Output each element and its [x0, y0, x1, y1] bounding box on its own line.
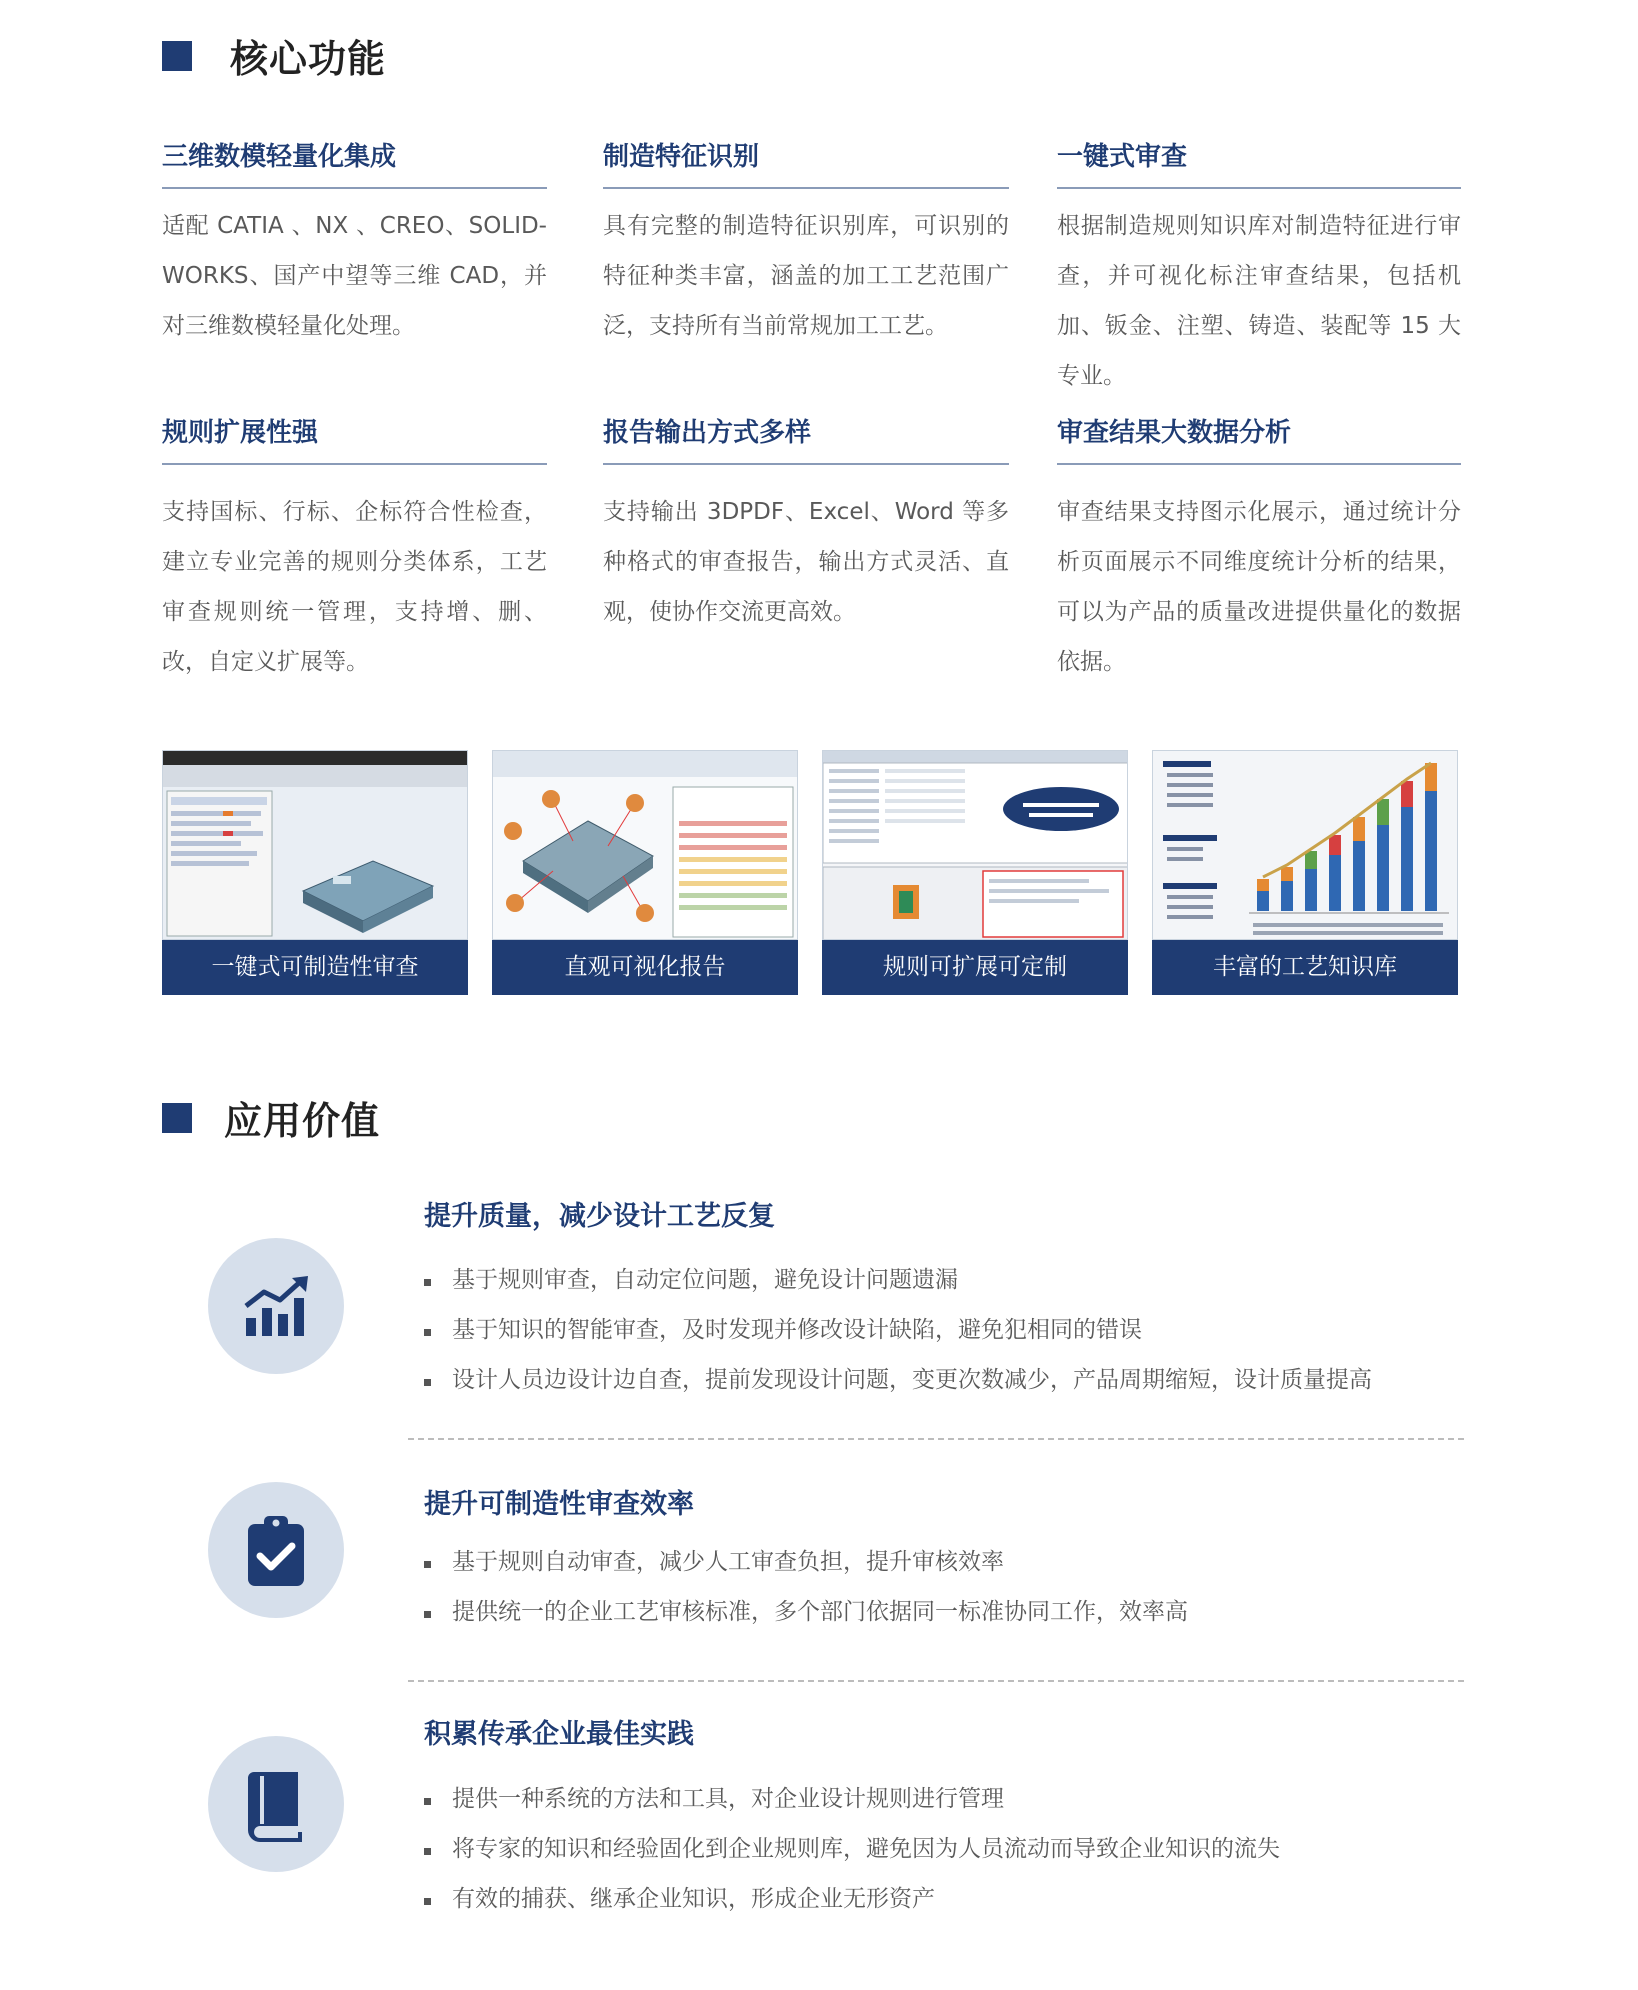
- screenshot-caption: 一键式可制造性审查: [162, 940, 468, 995]
- feature-desc: 支持输出 3DPDF、Excel、Word 等多种格式的审查报告，输出方式灵活、直观，使协作交流更高效。: [603, 499, 1009, 625]
- feature-desc: 根据制造规则知识库对制造特征进行审查，并可视化标注审查结果，包括机加、钣金、注塑、铸造、装配等 15 大专业。: [1057, 213, 1461, 389]
- screenshot-visual-report: [492, 750, 798, 995]
- screenshot-rule-custom: [822, 750, 1128, 995]
- feature-desc: 具有完整的制造特征识别库，可识别的特征种类丰富，涵盖的加工工艺范围广泛，支持所有当前常规加工工艺。: [603, 213, 1009, 339]
- value-section-heading: [162, 1090, 380, 1145]
- screenshot-image: [492, 750, 798, 940]
- heading-marker: [162, 41, 192, 71]
- screenshot-image: [162, 750, 468, 940]
- heading-marker: [162, 1103, 192, 1133]
- screenshot-image: [1152, 750, 1458, 940]
- list-item: 基于知识的智能审查，及时发现并修改设计缺陷，避免犯相同的错误: [424, 1305, 1372, 1355]
- screenshot-cad-review: [162, 750, 468, 995]
- clipboard-check-icon: [236, 1510, 316, 1590]
- feature-title: 一键式审查: [1057, 136, 1461, 189]
- screenshot-caption: 规则可扩展可定制: [822, 940, 1128, 995]
- feature-title: 制造特征识别: [603, 136, 1009, 189]
- list-item: 有效的捕获、继承企业知识，形成企业无形资产: [424, 1874, 1280, 1924]
- feature-card: [1057, 136, 1461, 401]
- value-icon-circle: [208, 1238, 344, 1374]
- screenshot-knowledge-base: [1152, 750, 1458, 995]
- screenshot-caption: 丰富的工艺知识库: [1152, 940, 1458, 995]
- feature-card: [162, 412, 547, 687]
- chart-up-icon: [236, 1266, 316, 1346]
- feature-desc: 适配 CATIA 、NX 、CREO、SOLID-WORKS、国产中望等三维 CAD，并对三维数模轻量化处理。: [162, 213, 547, 339]
- value-section-title: 应用价值: [224, 1099, 381, 1143]
- screenshot-strip: [162, 750, 1462, 995]
- dashed-divider: [408, 1680, 1464, 1682]
- value-bullets: [424, 1537, 1188, 1637]
- feature-title: 审查结果大数据分析: [1057, 412, 1461, 465]
- screenshot-image: [822, 750, 1128, 940]
- feature-card: [162, 136, 547, 351]
- screenshot-caption: 直观可视化报告: [492, 940, 798, 995]
- list-item: 设计人员边设计边自查，提前发现设计问题，变更次数减少，产品周期缩短，设计质量提高: [424, 1355, 1372, 1405]
- value-icon-circle: [208, 1736, 344, 1872]
- feature-card: [1057, 412, 1461, 687]
- feature-card: [603, 136, 1009, 351]
- value-icon-circle: [208, 1482, 344, 1618]
- list-item: 基于规则审查，自动定位问题，避免设计问题遗漏: [424, 1255, 1372, 1305]
- feature-desc: 支持国标、行标、企标符合性检查，建立专业完善的规则分类体系，工艺审查规则统一管理，支持增、删、改，自定义扩展等。: [162, 499, 547, 675]
- feature-card: [603, 412, 1009, 637]
- book-icon: [236, 1764, 316, 1844]
- value-title: 提升质量，减少设计工艺反复: [424, 1201, 775, 1232]
- core-section-heading: [162, 28, 386, 83]
- value-bullets: [424, 1255, 1372, 1405]
- feature-title: 规则扩展性强: [162, 412, 547, 465]
- value-bullets: [424, 1774, 1280, 1924]
- list-item: 将专家的知识和经验固化到企业规则库，避免因为人员流动而导致企业知识的流失: [424, 1824, 1280, 1874]
- feature-title: 三维数模轻量化集成: [162, 136, 547, 189]
- list-item: 基于规则自动审查，减少人工审查负担，提升审核效率: [424, 1537, 1188, 1587]
- value-title: 积累传承企业最佳实践: [424, 1719, 694, 1750]
- feature-desc: 审查结果支持图示化展示，通过统计分析页面展示不同维度统计分析的结果，可以为产品的质量改进提供量化的数据依据。: [1057, 499, 1461, 675]
- list-item: 提供一种系统的方法和工具，对企业设计规则进行管理: [424, 1774, 1280, 1824]
- value-title: 提升可制造性审查效率: [424, 1489, 694, 1520]
- dashed-divider: [408, 1438, 1464, 1440]
- list-item: 提供统一的企业工艺审核标准，多个部门依据同一标准协同工作，效率高: [424, 1587, 1188, 1637]
- core-section-title: 核心功能: [230, 37, 387, 81]
- feature-title: 报告输出方式多样: [603, 412, 1009, 465]
